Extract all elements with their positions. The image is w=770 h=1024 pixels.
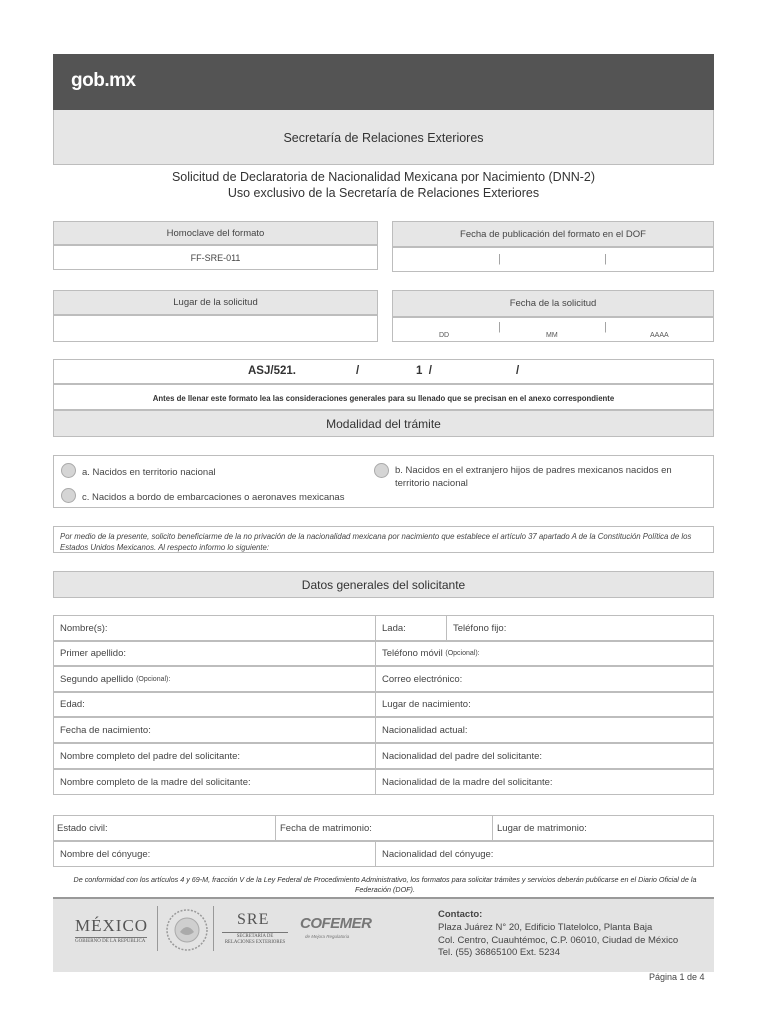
sre-subtitle [222, 934, 288, 946]
asj-slash: / [356, 365, 360, 377]
estado-civil-label: Estado civil: [57, 822, 108, 834]
opcional-note: (Opcional): [136, 675, 171, 683]
telefono-fijo-field[interactable] [447, 616, 713, 640]
nacionalidad-conyuge-field[interactable] [376, 842, 713, 866]
fecha-publicacion-field[interactable] [392, 247, 714, 272]
radio-extranjero[interactable] [374, 463, 389, 478]
homoclave-value-box [53, 245, 378, 270]
telefono-fijo-label: Teléfono fijo: [453, 622, 507, 634]
correo-label: Correo electrónico: [382, 673, 463, 685]
nacionalidad-conyuge-label: Nacionalidad del cónyuge: [382, 848, 494, 860]
row-fecha-nacimiento [53, 717, 714, 743]
fecha-matrimonio-field[interactable] [276, 816, 492, 840]
lugar-matrimonio-label: Lugar de matrimonio: [497, 822, 587, 834]
lugar-solicitud-header [53, 290, 378, 315]
asj-slash: / [516, 365, 520, 377]
row-estado-civil [53, 815, 714, 841]
nacionalidad-actual-field[interactable] [376, 718, 713, 742]
datos-header [53, 571, 714, 598]
opcional-note: (Opcional): [445, 650, 480, 657]
nombre-conyuge-label: Nombre del cónyuge: [60, 848, 151, 860]
nombre-padre-label: Nombre completo del padre del solicitante: [60, 750, 241, 762]
secretaria-bar [53, 110, 714, 165]
date-separator: | [604, 321, 607, 333]
address-line-2: Col. Centro, Cuauhtémoc, C.P. 06010, Ciudad de México [438, 935, 679, 946]
lugar-nacimiento-label: Lugar de nacimiento: [382, 699, 471, 710]
modalidad-title: Modalidad del trámite [326, 417, 441, 431]
modalidad-options [53, 455, 714, 508]
date-separator: | [604, 253, 607, 265]
dd-label: DD [439, 332, 450, 339]
nombres-field[interactable] [54, 616, 376, 640]
phone-line: Tel. (55) 36865100 Ext. 5234 [438, 947, 561, 958]
asj-number: 1 / [416, 365, 432, 377]
sre-logo-text: SRE [237, 911, 270, 928]
estado-civil-field[interactable] [54, 816, 274, 840]
nombre-conyuge-field[interactable] [54, 842, 376, 866]
mm-label: MM [546, 332, 558, 339]
row-segundo-apellido [53, 666, 714, 692]
homoclave-label: Homoclave del formato [166, 228, 265, 239]
secretaria-title: Secretaría de Relaciones Exteriores [283, 131, 484, 145]
nacionalidad-madre-label: Nacionalidad de la madre del solicitante: [382, 776, 553, 788]
divider [222, 932, 288, 933]
divider [75, 937, 147, 938]
contacto-label: Contacto: [438, 909, 483, 920]
fecha-solicitud-field[interactable] [392, 317, 714, 342]
aaaa-label: AAAA [650, 332, 669, 339]
cofemer-subtitle: de Mejora Regulatoria [305, 934, 350, 939]
nombre-madre-field[interactable] [54, 770, 376, 794]
lada-label: Lada: [382, 622, 406, 634]
lada-field[interactable] [376, 616, 446, 640]
row-madre [53, 769, 714, 795]
segundo-apellido-label: Segundo apellido [60, 673, 134, 685]
cofemer-logo: COFEMER [300, 915, 372, 932]
telefono-movil-label: Teléfono móvil [382, 648, 443, 659]
fecha-solicitud-header [392, 290, 714, 317]
row-nombre [53, 615, 714, 641]
date-separator: | [498, 321, 501, 333]
legal-note: De conformidad con los artículos 4 y 69-M, fracción V de la Ley Federal de Procedimiento Administrativo, los formatos para solicitar trámites y servicios deberán publicarse en el Diario Oficial de la Federación (DOF). [73, 875, 697, 894]
lugar-solicitud-label: Lugar de la solicitud [173, 297, 258, 308]
lugar-nacimiento-field[interactable] [376, 693, 713, 716]
edad-field[interactable] [54, 693, 376, 716]
address-line-1: Plaza Juárez N° 20, Edificio Tlatelolco, Planta Baja [438, 922, 653, 933]
homoclave-header [53, 221, 378, 245]
correo-field[interactable] [376, 667, 713, 691]
fecha-publicacion-label: Fecha de publicación del formato en el DOF [460, 229, 646, 240]
segundo-apellido-field[interactable] [54, 667, 376, 691]
nombres-label: Nombre(s): [60, 622, 108, 634]
form-subtitle: Uso exclusivo de la Secretaría de Relaciones Exteriores [227, 186, 540, 200]
row-padre [53, 743, 714, 769]
row-conyuge [53, 841, 714, 867]
primer-apellido-label: Primer apellido: [60, 648, 126, 659]
modalidad-header [53, 410, 714, 437]
nombre-padre-field[interactable] [54, 744, 376, 768]
nacionalidad-madre-field[interactable] [376, 770, 713, 794]
telefono-movil-field[interactable] [376, 642, 713, 665]
date-separator: | [498, 253, 501, 265]
fecha-nacimiento-label: Fecha de nacimiento: [60, 724, 151, 736]
asj-prefix: ASJ/521. [248, 365, 296, 377]
divider [213, 906, 214, 951]
datos-title: Datos generales del solicitante [301, 578, 466, 592]
gob-logo[interactable]: gob.mx [71, 70, 136, 91]
escudo-icon [165, 908, 209, 952]
declaracion-box [53, 526, 714, 553]
form-title: Solicitud de Declaratoria de Nacionalidad Mexicana por Nacimiento (DNN-2) [171, 170, 596, 184]
opt-a-label: a. Nacidos en territorio nacional [82, 467, 216, 478]
radio-embarcaciones[interactable] [61, 488, 76, 503]
mexico-logo-text: MÉXICO [75, 916, 149, 935]
opt-c-label: c. Nacidos a bordo de embarcaciones o aeronaves mexicanas [82, 492, 345, 503]
lugar-matrimonio-field[interactable] [493, 816, 713, 840]
nombre-madre-label: Nombre completo de la madre del solicitante: [60, 776, 251, 788]
fecha-matrimonio-label: Fecha de matrimonio: [280, 822, 372, 834]
sre-sub-2: RELACIONES EXTERIORES [224, 940, 286, 945]
fecha-publicacion-header [392, 221, 714, 247]
nacionalidad-padre-label: Nacionalidad del padre del solicitante: [382, 750, 543, 762]
divider [157, 906, 158, 951]
sre-sub-1: SECRETARÍA DE [236, 934, 274, 939]
nacionalidad-padre-field[interactable] [376, 744, 713, 768]
row-edad [53, 692, 714, 717]
nacionalidad-actual-label: Nacionalidad actual: [382, 724, 468, 736]
asj-field[interactable] [53, 359, 714, 384]
gob-header-bar [53, 54, 714, 110]
radio-territorio-nacional[interactable] [61, 463, 76, 478]
antes-note: Antes de llenar este formato lea las consideraciones generales para su llenado que se precisan en el anexo correspondiente [152, 394, 615, 403]
antes-note-box [53, 384, 714, 410]
edad-label: Edad: [60, 699, 85, 710]
fecha-solicitud-label: Fecha de la solicitud [509, 298, 597, 309]
fecha-nacimiento-field[interactable] [54, 718, 376, 742]
page-number: Página 1 de 4 [649, 972, 705, 982]
declaracion-text: Por medio de la presente, solicito beneficiarme de la no privación de la nacionalidad mexicana por nacimiento que establece el artículo 37 apartado A de la Constitución Política de los Estados Unidos Mexicanos. Al respecto informo lo siguiente: [60, 532, 692, 552]
gobierno-text: GOBIERNO DE LA REPÚBLICA [75, 939, 146, 944]
row-primer-apellido [53, 641, 714, 666]
opt-b-label: b. Nacidos en el extranjero hijos de padres mexicanos nacidos en territorio nacional [395, 465, 672, 489]
primer-apellido-field[interactable] [54, 642, 376, 665]
homoclave-value: FF-SRE-011 [190, 253, 241, 263]
lugar-solicitud-field[interactable] [53, 315, 378, 342]
